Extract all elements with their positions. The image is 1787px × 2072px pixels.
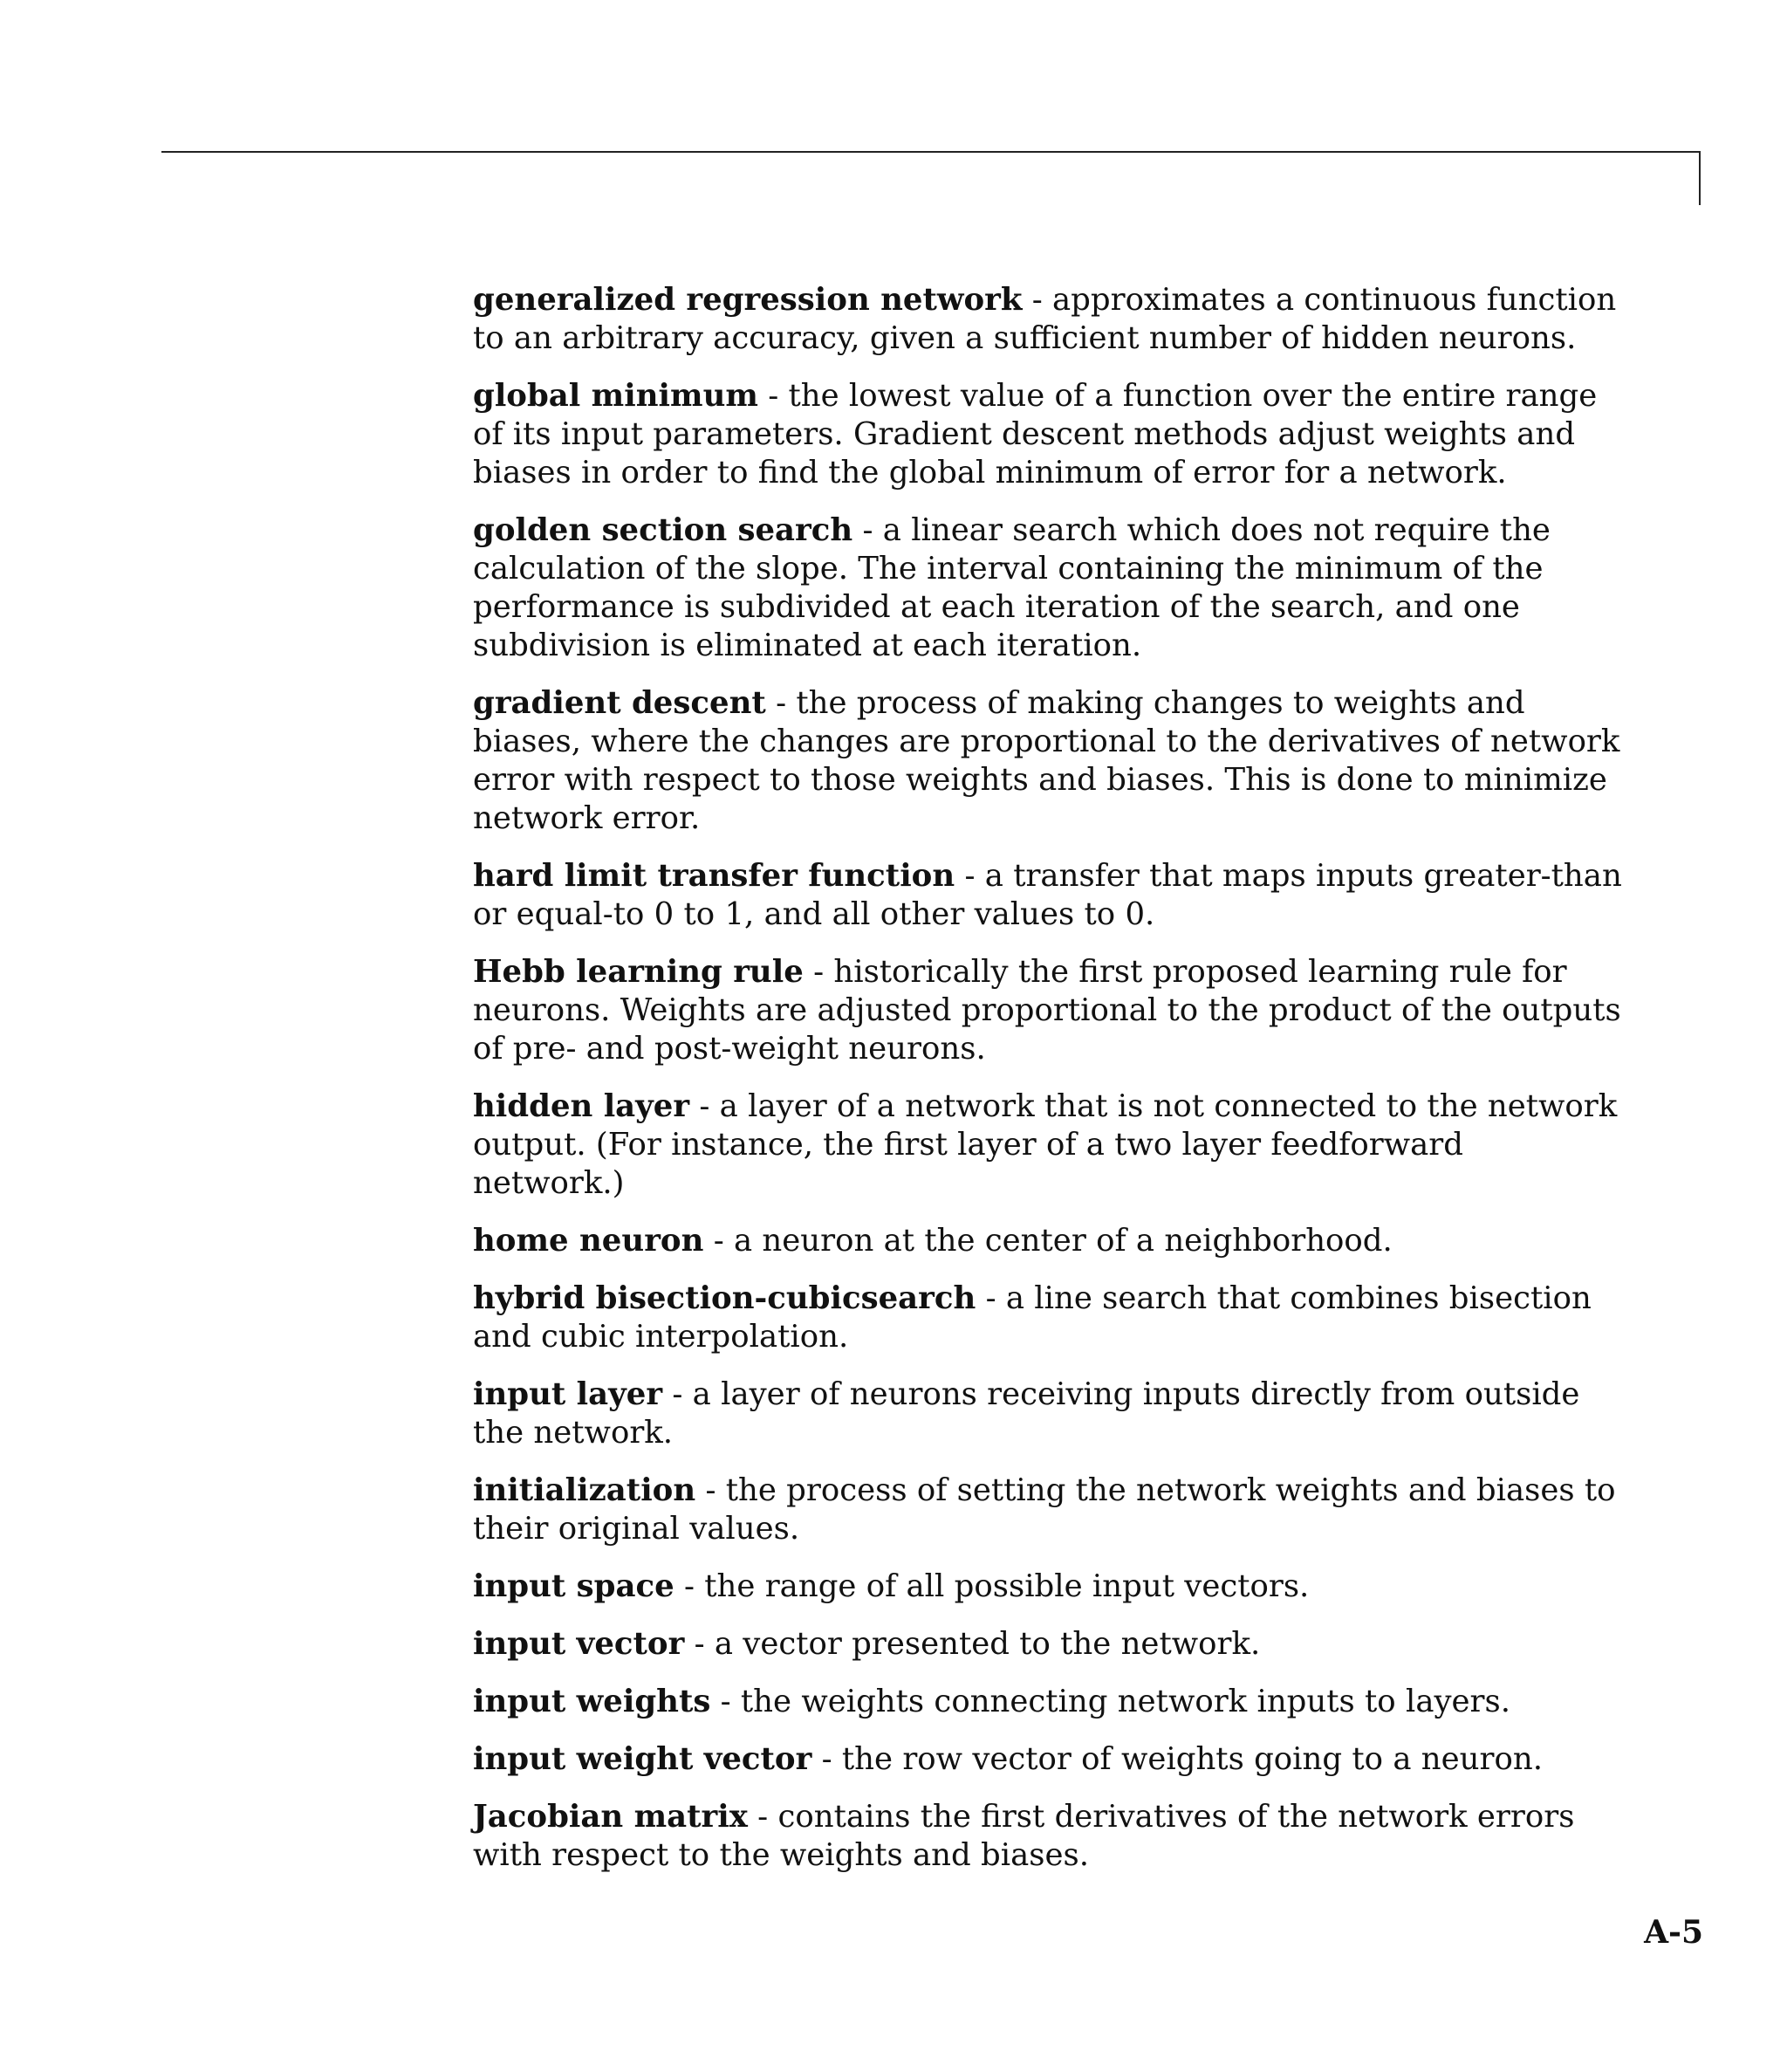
glossary-entry (473, 1280, 1623, 1356)
glossary-definition: - a linear search which does not require the calculation of the slope. The interval containing the minimum of the performance is subdivided at each iteration of the search, and one subdivision is eliminated at each iteration. (473, 512, 1551, 663)
glossary-list (473, 281, 1623, 1894)
glossary-definition: - the process of making changes to weights and biases, where the changes are proportional to the derivatives of network error with respect to those weights and biases. This is done to minimize network error. (473, 685, 1620, 836)
glossary-entry (473, 1740, 1623, 1779)
glossary-entry (473, 281, 1623, 358)
glossary-definition: - a vector presented to the network. (684, 1626, 1261, 1662)
glossary-term: input space (473, 1568, 674, 1604)
glossary-term: hidden layer (473, 1088, 690, 1124)
glossary-term: initialization (473, 1472, 696, 1508)
glossary-entry (473, 1683, 1623, 1721)
glossary-term: Jacobian matrix (473, 1799, 748, 1835)
glossary-term: global minimum (473, 378, 758, 414)
glossary-term: hybrid bisection-cubicsearch (473, 1280, 976, 1316)
glossary-definition: - a transfer that maps inputs greater-than or equal-to 0 to 1, and all other values to 0. (473, 858, 1622, 932)
glossary-definition: - a line search that combines bisection and cubic interpolation. (473, 1280, 1592, 1355)
header-corner-tick (1699, 151, 1701, 205)
glossary-definition: - a layer of neurons receiving inputs directly from outside the network. (473, 1376, 1580, 1451)
glossary-term: Hebb learning rule (473, 954, 804, 990)
glossary-entry (473, 1625, 1623, 1664)
glossary-entry (473, 1472, 1623, 1548)
glossary-term: input weights (473, 1684, 711, 1719)
glossary-entry (473, 1376, 1623, 1452)
glossary-term: input vector (473, 1626, 685, 1662)
glossary-entry (473, 1222, 1623, 1260)
page-number: A-5 (1644, 1914, 1703, 1951)
glossary-definition: - the process of setting the network weights and biases to their original values. (473, 1472, 1616, 1547)
glossary-term: home neuron (473, 1223, 704, 1259)
glossary-entry (473, 953, 1623, 1068)
glossary-term: input weight vector (473, 1741, 812, 1777)
glossary-definition: - contains the first derivatives of the network errors with respect to the weights and biases. (473, 1799, 1575, 1873)
glossary-definition: - the weights connecting network inputs to layers. (710, 1684, 1511, 1719)
glossary-entry (473, 857, 1623, 934)
header-rule (161, 151, 1701, 153)
glossary-definition: - historically the first proposed learning rule for neurons. Weights are adjusted proportional to the product of the outputs of pre- and post-weight neurons. (473, 954, 1621, 1067)
glossary-definition: - a neuron at the center of a neighborhood. (703, 1223, 1393, 1259)
glossary-entry (473, 1798, 1623, 1875)
glossary-entry (473, 1087, 1623, 1203)
glossary-entry (473, 377, 1623, 492)
glossary-entry (473, 511, 1623, 665)
glossary-term: hard limit transfer function (473, 858, 955, 894)
glossary-term: golden section search (473, 512, 853, 548)
glossary-entry (473, 684, 1623, 838)
glossary-definition: - approximates a continuous function to an arbitrary accuracy, given a sufficient number of hidden neurons. (473, 282, 1617, 356)
glossary-definition: - the range of all possible input vectors. (674, 1568, 1310, 1604)
glossary-entry (473, 1568, 1623, 1606)
glossary-definition: - a layer of a network that is not connected to the network output. (For instance, the first layer of a two layer feedforward network.) (473, 1088, 1618, 1201)
glossary-definition: - the lowest value of a function over the entire range of its input parameters. Gradient descent methods adjust weights and biases in order to find the global minimum of error for a network. (473, 378, 1598, 491)
glossary-definition: - the row vector of weights going to a neuron. (811, 1741, 1543, 1777)
glossary-term: gradient descent (473, 685, 766, 721)
glossary-term: generalized regression network (473, 282, 1023, 318)
glossary-term: input layer (473, 1376, 663, 1412)
